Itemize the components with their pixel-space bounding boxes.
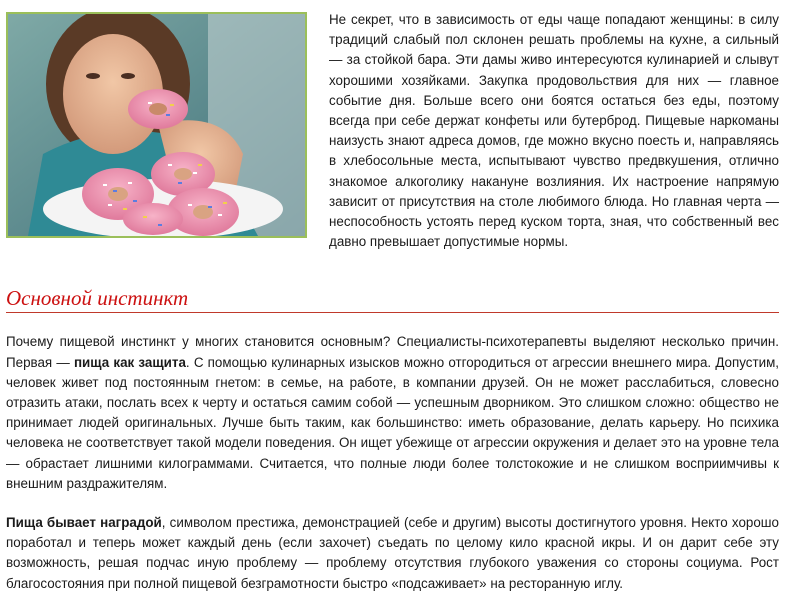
intro-block: [6, 0, 779, 252]
woman-eating-donuts-image: [8, 14, 305, 236]
article-photo: [6, 12, 307, 238]
bold-phrase: Пища бывает наградой: [6, 515, 162, 531]
bold-phrase: пища как защита: [73, 354, 186, 370]
section-paragraph-1: [6, 332, 779, 494]
section-heading: Основной инстинкт: [6, 285, 779, 313]
paragraph-text: . С помощью кулинарных изысков можно отгородиться от агрессии внешнего мира. Допустим, человек живет под постоянным гнетом: в семье, на работе, в компании друзей. Он не может расслабиться, словесно отразить атаки, послать всех к черту и остаться самим собой — успешным дворником. Это слишком сложно: общество не принимает людей оригинальных. Лучше быть таким, как большинство: иметь образование, делать карьеру. Но психика человека не соответствует такой модели поведения. Он ищет убежище от агрессии окружения и делает это на уровне тела — обрастает лишними килограммами. Считается, что полные люди более толстокожие и не слишком восприимчивы к внешним раздражителям.: [6, 354, 780, 491]
section-paragraph-2: [6, 513, 779, 594]
intro-paragraph: Не секрет, что в зависимость от еды чаще попадают женщины: в силу традиций слабый пол склонен решать проблемы на кухне, а сильный — за стойкой бара. Эти дамы живо интересуются кулинарией и слывут хорошими хозяйками. Закупка продовольствия для них — главное событие дня. Больше всего они боятся остаться без еды, поэтому всегда при себе держат конфеты или бутерброд. Пищевые наркоманы наизусть знают адреса домов, где можно вкусно поесть и, направляясь в хлебосольные места, испытывают чувство предвкушения, отлично знакомое алкоголику накануне возлияния. Их настроение напрямую зависит от присутствия на столе любимого блюда. Но главная черта — неспособность устоять перед куском торта, зная, что собственный вес давно превышает допустимые нормы.: [329, 12, 779, 250]
paragraph-text: Почему пищевой инстинкт у многих становится основным? Специалисты-психотерапевты выделяют несколько причин. Первая —: [6, 334, 779, 370]
paragraph-text: , символом престижа, демонстрацией (себе и другим) высоты достигнутого уровня. Некто хорошо поработал и теперь может каждый день (если захочет) съедать по целому кило красной икры. И он дарит себе эту возможность, решая подчас иную проблему — проблему отсутствия глубокого уважения со стороны социума. Рост благосостояния при полной пищевой безграмотности быстро «подсаживает» на ресторанную иглу.: [6, 515, 779, 591]
article: [6, 0, 779, 594]
